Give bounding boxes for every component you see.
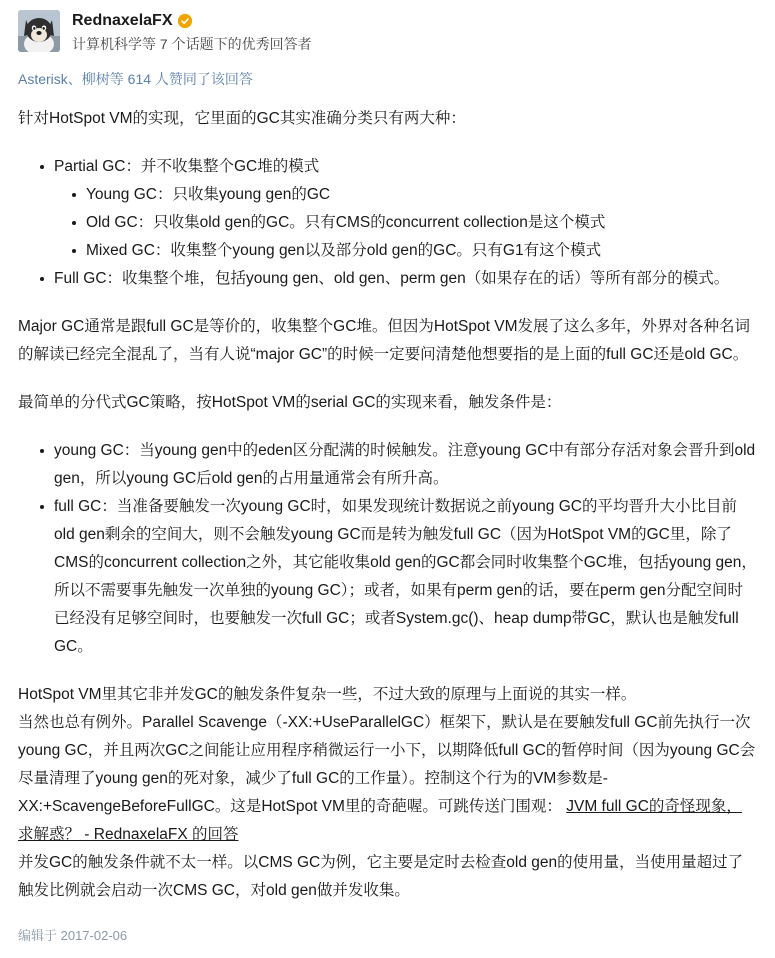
author-meta — [72, 10, 312, 55]
list-item-label: full GC：当准备要触发一次young GC时，如果发现统计数据说之前young GC的平均晋升大小比目前old gen剩余的空间大，则不会触发young GC而是转为触发full GC（因为HotSpot VM的GC里，除了CMS的concurrent collection之外，其它能收集old gen的GC都会同时收集整个GC堆，包括young gen，所以不需要事先触发一次单独的young GC）；或者，如果有perm gen的话，要在perm gen分配空间时已经没有足够空间时，也要触发一次full GC；或者System.gc()、heap dump带GC，默认也是触发full GC。 — [54, 498, 757, 655]
gc-type-list — [18, 153, 757, 293]
voters-line[interactable]: Asterisk、柳树等 614 人赞同了该回答 — [18, 71, 253, 87]
avatar[interactable] — [18, 10, 60, 52]
list-item — [72, 181, 757, 209]
paragraph-nonconcurrent-gc: HotSpot VM里其它非并发GC的触发条件复杂一些，不过大致的原理与上面说的其实一样。 — [18, 686, 637, 703]
list-item-label: young GC：当young gen中的eden区分配满的时候触发。注意young GC中有部分存活对象会晋升到old gen，所以young GC后old gen的占用量通常会有所升高。 — [54, 442, 756, 487]
list-item-label: Young GC：只收集young gen的GC — [86, 186, 331, 203]
dog-avatar-image — [18, 10, 60, 52]
author-name[interactable]: RednaxelaFX — [72, 12, 173, 29]
list-item-label: Partial GC：并不收集整个GC堆的模式 — [54, 158, 320, 175]
author-credential: 计算机科学等 7 个话题下的优秀回答者 — [72, 36, 312, 52]
list-item — [72, 237, 757, 265]
trigger-condition-list — [18, 437, 757, 661]
list-item-label: Mixed GC：收集整个young gen以及部分old gen的GC。只有G1有这个模式 — [86, 242, 602, 259]
list-item-label: Old GC：只收集old gen的GC。只有CMS的concurrent collection是这个模式 — [86, 214, 606, 231]
paragraph-parallel-scavenge — [18, 709, 757, 849]
closing-paragraphs — [18, 681, 757, 905]
list-item — [40, 153, 757, 265]
related-answer-link[interactable]: JVM full GC的奇怪现象，求解惑？ - RednaxelaFX 的回答 — [18, 798, 742, 843]
author-name-line — [72, 11, 312, 31]
list-item — [72, 209, 757, 237]
list-item — [40, 437, 757, 493]
gc-type-sublist — [54, 181, 757, 265]
answer-content — [18, 105, 757, 905]
paragraph-major-gc: Major GC通常是跟full GC是等价的，收集整个GC堆。但因为HotSpot VM发展了这么多年，外界对各种名词的解读已经完全混乱了，当有人说“major GC”的时候一定要问清楚他想要指的是上面的full GC还是old GC。 — [18, 318, 750, 363]
list-item — [40, 493, 757, 661]
paragraph-simple-strategy: 最简单的分代式GC策略，按HotSpot VM的serial GC的实现来看，触发条件是： — [18, 394, 562, 411]
paragraph-intro: 针对HotSpot VM的实现，它里面的GC其实准确分类只有两大种： — [18, 110, 466, 127]
edited-timestamp: 编辑于 2017-02-06 — [18, 928, 128, 943]
paragraph-concurrent-gc: 并发GC的触发条件就不太一样。以CMS GC为例，它主要是定时去检查old gen的使用量，当使用量超过了触发比例就会启动一次CMS GC，对old gen做并发收集。 — [18, 854, 744, 899]
list-item-label: Full GC：收集整个堆，包括young gen、old gen、perm gen（如果存在的话）等所有部分的模式。 — [54, 270, 730, 287]
author-header — [18, 10, 757, 55]
list-item — [40, 265, 757, 293]
paragraph-parallel-scavenge-text: 当然也总有例外。Parallel Scavenge（-XX:+UseParallelGC）框架下，默认是在要触发full GC前先执行一次young GC，并且两次GC之间能让应用程序稍微运行一小下，以期降低full GC的暂停时间（因为young GC会尽量清理了young gen的死对象，减少了full GC的工作量）。控制这个行为的VM参数是-XX:+ScavengeBeforeFullGC。这是HotSpot VM里的奇葩喔。可跳传送门围观： — [18, 714, 756, 815]
verified-badge-icon — [178, 14, 192, 28]
